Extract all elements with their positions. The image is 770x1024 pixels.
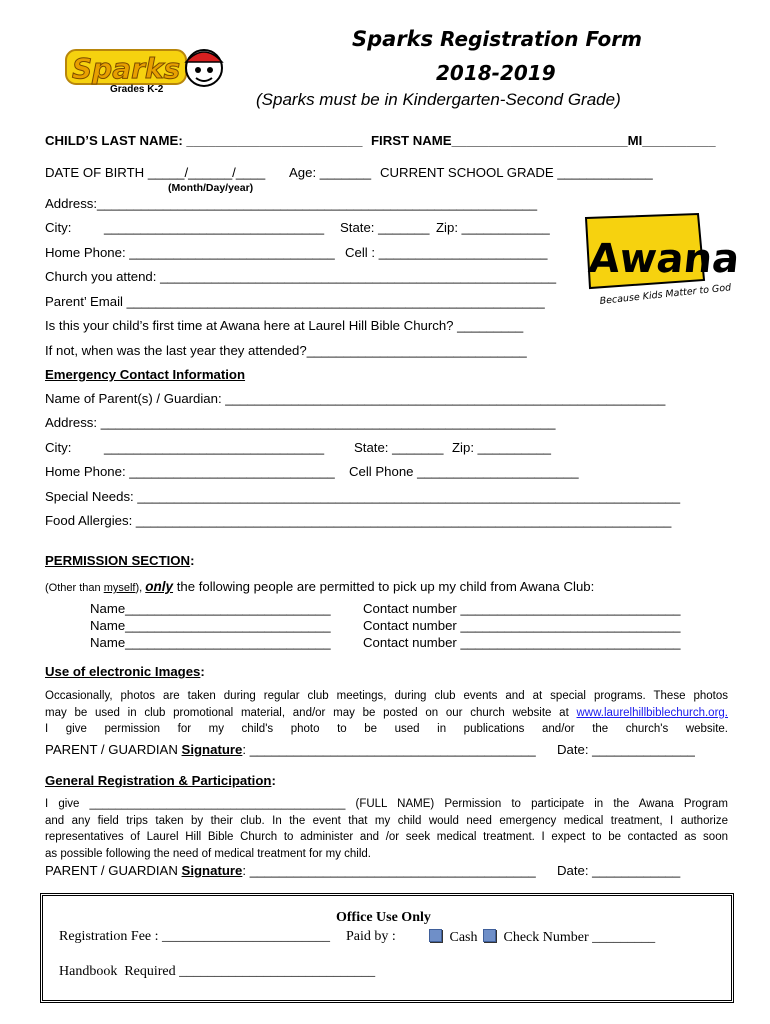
- child-first-name-field[interactable]: FIRST NAME________________________MI__________: [371, 133, 716, 148]
- form-title: [352, 27, 642, 51]
- images-sig-word: Signature: [181, 742, 243, 757]
- awana-logo: [580, 210, 742, 310]
- emergency-parent-name-field[interactable]: Name of Parent(s) / Guardian: ____________________________________________________________: [45, 391, 666, 406]
- sparks-logo-text: Sparks: [72, 52, 181, 85]
- general-line-2: and any field trips taken by their club. In the event that my child would need emergency medical treatment, I authorize: [45, 814, 728, 827]
- images-paragraph: [45, 688, 728, 738]
- child-state-field[interactable]: State: _______: [340, 220, 430, 235]
- cash-checkbox[interactable]: [429, 929, 442, 942]
- emergency-city-field[interactable]: ______________________________: [104, 440, 325, 455]
- child-address-field[interactable]: Address:____________________________________________________________: [45, 196, 538, 211]
- age-field[interactable]: Age: _______: [289, 165, 372, 180]
- images-heading-colon: :: [200, 664, 205, 679]
- other-than-myself: myself: [103, 582, 136, 594]
- check-number-field: Check Number _________: [503, 930, 656, 945]
- emergency-city-label: City:: [45, 440, 72, 455]
- church-attend-field[interactable]: Church you attend: ______________________________________________________: [45, 269, 557, 284]
- permission-intro: [45, 578, 594, 596]
- images-sig-label: PARENT / GUARDIAN: [45, 742, 182, 757]
- emergency-state-field[interactable]: State: _______: [354, 440, 444, 455]
- sparks-logo-grades: Grades K-2: [110, 84, 164, 95]
- only-emphasis: only: [145, 579, 174, 594]
- school-grade-field[interactable]: CURRENT SCHOOL GRADE _____________: [380, 165, 653, 180]
- images-heading-text: Use of electronic Images: [45, 664, 201, 679]
- cash-label: Cash: [449, 930, 478, 945]
- permission-heading-text: PERMISSION SECTION: [45, 553, 191, 568]
- general-paragraph: [45, 796, 728, 862]
- paid-by-label: Paid by :: [346, 929, 396, 944]
- general-heading-text: General Registration & Participation: [45, 773, 272, 788]
- images-line-3: I give permission for my child's photo to be used in publications and/or the church's website.: [45, 723, 728, 735]
- images-signature-field[interactable]: [45, 742, 536, 757]
- general-line-3: representatives of Laurel Hill Bible Church to administer and /or seek medical treatment. I expect to be contacted as soon: [45, 831, 728, 843]
- check-checkbox[interactable]: [483, 929, 496, 942]
- general-sig-label: PARENT / GUARDIAN: [45, 863, 182, 878]
- other-than-c: ),: [135, 582, 146, 594]
- awana-logo-graphic: [580, 210, 742, 310]
- images-line-2: [45, 705, 728, 722]
- date-of-birth-field[interactable]: DATE OF BIRTH _____/______/____: [45, 165, 266, 180]
- last-year-field[interactable]: If not, when was the last year they attended?______________________________: [45, 343, 527, 358]
- awana-logo-tagline: Because Kids Matter to God: [599, 282, 732, 307]
- handbook-required-field[interactable]: Handbook Required ____________________________: [59, 964, 376, 979]
- pickup-contact-field-2[interactable]: Contact number ______________________________: [363, 618, 681, 633]
- emergency-home-phone-field[interactable]: Home Phone: ____________________________: [45, 464, 335, 479]
- images-heading: [45, 664, 205, 679]
- special-needs-field[interactable]: Special Needs: __________________________________________________________________________: [45, 489, 681, 504]
- child-city-field[interactable]: ______________________________: [104, 220, 325, 235]
- pickup-name-field-1[interactable]: Name____________________________: [90, 601, 331, 616]
- first-time-field[interactable]: Is this your child’s first time at Awana here at Laurel Hill Bible Church? _________: [45, 318, 524, 333]
- general-line-1[interactable]: I give ________________________________________ (FULL NAME) Permission to participate in the Awana Program: [45, 798, 728, 810]
- pickup-name-field-2[interactable]: Name____________________________: [90, 618, 331, 633]
- general-heading-colon: :: [271, 773, 276, 788]
- general-line-4: as possible following the need of medical treatment for my child.: [45, 847, 371, 860]
- general-sig-line: : _______________________________________: [242, 863, 536, 878]
- pickup-contact-field-3[interactable]: Contact number ______________________________: [363, 635, 681, 650]
- emergency-cell-phone-field[interactable]: Cell Phone ______________________: [349, 464, 579, 479]
- form-title-sparks: Sparks: [352, 27, 434, 51]
- awana-logo-text: Awana: [586, 236, 742, 282]
- form-title-rest: Registration Form: [433, 27, 642, 51]
- permission-heading: [45, 553, 195, 568]
- emergency-zip-field[interactable]: Zip: __________: [452, 440, 551, 455]
- form-year: 2018-2019: [436, 61, 556, 85]
- food-allergies-field[interactable]: Food Allergies: _________________________________________________________________________: [45, 513, 672, 528]
- office-use-box: [40, 893, 734, 1003]
- sparks-logo: [62, 40, 232, 100]
- general-sig-word: Signature: [181, 863, 243, 878]
- permission-intro-rest: the following people are permitted to pick up my child from Awana Club:: [173, 579, 595, 594]
- registration-fee-field[interactable]: Registration Fee : ________________________: [59, 929, 331, 944]
- parent-email-field[interactable]: Parent’ Email _________________________________________________________: [45, 294, 545, 309]
- church-website-link[interactable]: www.laurelhillbiblechurch.org.: [576, 706, 728, 719]
- child-zip-field[interactable]: Zip: ____________: [436, 220, 550, 235]
- general-signature-field[interactable]: [45, 863, 536, 878]
- pickup-contact-field-1[interactable]: Contact number ______________________________: [363, 601, 681, 616]
- images-line-1: Occasionally, photos are taken during regular club meetings, during club events and at special programs. These photos: [45, 690, 728, 702]
- emergency-heading: Emergency Contact Information: [45, 367, 246, 382]
- child-last-name-field[interactable]: CHILD’S LAST NAME: ________________________: [45, 133, 363, 148]
- child-city-label: City:: [45, 220, 72, 235]
- general-date-field[interactable]: Date: ____________: [557, 863, 681, 878]
- permission-heading-colon: :: [190, 553, 195, 568]
- images-date-field[interactable]: Date: ______________: [557, 742, 695, 757]
- images-sig-line: : _______________________________________: [242, 742, 536, 757]
- images-line-2-text: may be used in club promotional material, and/or may be posted on our church website at: [45, 706, 577, 719]
- general-heading: [45, 773, 276, 788]
- dob-format-hint: (Month/Day/year): [168, 182, 254, 194]
- pickup-name-field-3[interactable]: Name____________________________: [90, 635, 331, 650]
- emergency-address-field[interactable]: Address: ______________________________________________________________: [45, 415, 556, 430]
- child-cell-field[interactable]: Cell : _______________________: [345, 245, 548, 260]
- other-than-a: (Other than: [45, 582, 104, 594]
- child-home-phone-field[interactable]: Home Phone: ____________________________: [45, 245, 335, 260]
- cash-option[interactable]: [425, 929, 478, 946]
- form-subtitle: (Sparks must be in Kindergarten-Second Grade): [256, 90, 621, 109]
- check-option[interactable]: [479, 929, 655, 946]
- office-title: Office Use Only: [336, 910, 431, 925]
